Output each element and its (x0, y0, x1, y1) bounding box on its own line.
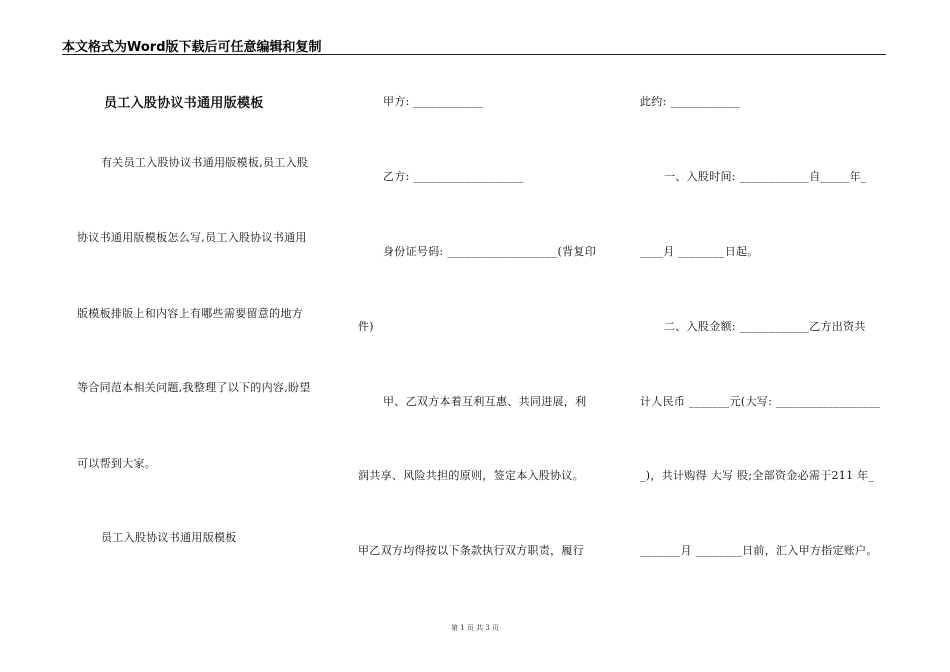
party-b-line: 乙方: ___________________ (383, 170, 524, 183)
paragraph-line: _)，共计购得 大写 股;全部资金必需于211 年_ (640, 469, 875, 482)
agreement-line: 此约: ____________ (640, 95, 741, 108)
paragraph-line: _______月 ________日前，汇入甲方指定账户。 (640, 544, 878, 557)
party-a-line: 甲方: ____________ (383, 95, 484, 108)
paragraph-line: 件) (358, 320, 374, 333)
paragraph-line: 有关员工入股协议书通用版模板,员工入股 (101, 156, 309, 169)
section-heading: 员工入股协议书通用版模板 (101, 531, 237, 544)
paragraph-line: ____月 ________日起。 (640, 245, 759, 258)
document-title: 员工入股协议书通用版模板 (104, 96, 264, 111)
paragraph-line: 协议书通用版模板怎么写,员工入股协议书通用 (77, 231, 307, 244)
paragraph-line: 等合同范本相关问题,我整理了以下的内容,盼望 (77, 381, 311, 394)
paragraph-line: 润共享、风险共担的原则，签定本入股协议。 (358, 469, 584, 482)
paragraph-line: 计人民币 _______元(大写: __________________ (640, 395, 881, 408)
paragraph-line: 甲乙双方均得按以下条款执行双方职责，履行 (358, 544, 584, 557)
page-header: 本文格式为Word版下载后可任意编辑和复制 (62, 40, 322, 55)
clause-1-line: 一、入股时间: ____________自_____年_ (664, 170, 867, 183)
id-number-line: 身份证号码: ___________________(背复印 (383, 245, 596, 258)
paragraph-line: 可以帮到大家。 (77, 457, 157, 470)
clause-2-line: 二、入股金额: ____________乙方出资共 (664, 320, 866, 333)
page-number: 第 1 页 共 3 页 (450, 624, 500, 632)
paragraph-line: 甲、乙双方本着互利互惠、共同进展，利 (383, 395, 587, 408)
paragraph-line: 版模板排版上和内容上有哪些需要留意的地方 (77, 307, 303, 320)
header-rule (62, 54, 886, 55)
